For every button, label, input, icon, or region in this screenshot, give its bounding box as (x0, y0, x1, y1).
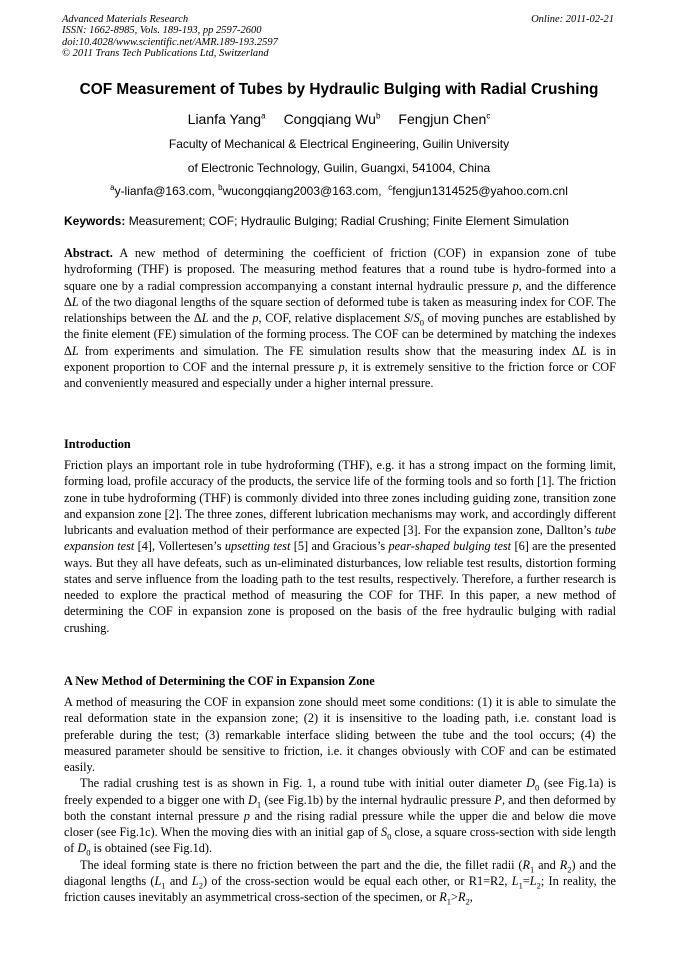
keywords-text: Measurement; COF; Hydraulic Bulging; Radial Crushing; Finite Element Simulation (128, 214, 569, 228)
introduction-text: Friction plays an important role in tube hydroforming (THF), e.g. it has a strong impact on the forming limit, forming load, profile accuracy of the products, the service life of the forming tools and so forth [1]. The friction zone in tube hydroforming (THF) is commonly divided into three zones including guiding zone, transition zone and expansion zone [2]. The three zones, different lubrication mechanisms may work, and accordingly different lubricants and evaluation method of their performance are expected [3]. For the expansion zone, Dallton’s tube expansion test [4], Vollertesen’s upsetting test [5] and Gracious’s pear-shaped bulging test [6] are the presented ways. But they all have defeats, such as un-eliminated disturbances, low reliable test results, distortion forming states and serve influence from the loading path to the test results, respectively. Therefore, a further research is needed to explore the practical method of measuring the COF for THF. In this paper, a new method of determining the COF in expansion zone is proposed on the basis of the free hydraulic bulging with radial crushing. (64, 458, 617, 635)
online-date: Online: 2011-02-21 (531, 14, 614, 25)
email-line (0, 184, 678, 198)
email-address: y-lianfa@163.com, (114, 184, 215, 198)
abstract: Abstract. A new method of determining the coefficient of friction (COF) in expansion zone of tube hydroforming (THF) is proposed. The measuring method features that a round tube is hydro-formed into a square one by a radial compression accompanying a constant internal hydraulic pressure p, and the difference ΔL of the two diagonal lengths of the square section of deformed tube is taken as measuring index for COF. The relationships between the ΔL and the p, COF, relative displacement $S/S_0$ of moving punches are established by the finite element (FE) simulation of the forming process. The COF can be determined by matching the indexes ΔL from experiments and simulation. The FE simulation results show that the measuring index ΔL is in exponent proportion to COF and the internal pressure p, it is extremely sensitive to the friction force or COF and conveniently measured and especially under a higher internal pressure. (64, 246, 617, 390)
section-text (64, 694, 616, 905)
journal-name: Advanced Materials Research (62, 14, 189, 25)
affiliation-line-2: of Electronic Technology, Guilin, Guangxi, 541004, China (187, 161, 491, 175)
email-address: fengjun1314525@yahoo.com.cnl (392, 184, 568, 198)
paragraph: A method of measuring the COF in expansion zone should meet some conditions: (1) it is able to simulate the real deformation state in the expansion zone; (2) it is insensitive to the loading path, i.e. constant load is preferable during the test; (3) remarkable interface sliding between the tube and the tool occurs; (4) the measured parameter should be sensitive to friction, i.e. it changes obviously with COF and can be estimated easily. (64, 695, 616, 774)
email-superscript: b (218, 183, 223, 192)
author-name: Lianfa Yang (187, 111, 262, 127)
email-superscript: c (388, 183, 393, 192)
email-address: wucongqiang2003@163.com, (222, 184, 382, 198)
affiliation-line-1: Faculty of Mechanical & Electrical Engineering, Guilin University (168, 137, 510, 151)
author-name: Fengjun Chen (398, 111, 487, 127)
author-name: Congqiang Wu (283, 111, 376, 127)
abstract-label: Abstract. (64, 246, 113, 260)
author-superscript: b (375, 111, 381, 121)
author-list (0, 111, 678, 127)
paper-title: COF Measurement of Tubes by Hydraulic Bulging with Radial Crushing (79, 81, 599, 98)
paragraph: The radial crushing test is as shown in Fig. 1, a round tube with initial outer diameter $D_0$ (see Fig.1a) is freely expended to a bigger one with $D_1$ (see Fig.1b) by the internal hydraulic pressure P, and then deformed by both the constant internal pressure p and the rising radial pressure while the upper die and below die move closer (see Fig.1c). When the moving dies with an initial gap of $S_0$ close, a square cross-section with side length of $D_0$ is obtained (see Fig.1d). (64, 776, 617, 858)
section-heading: A New Method of Determining the COF in Expansion Zone (64, 674, 375, 688)
introduction-heading: Introduction (64, 437, 131, 451)
author-superscript: a (261, 111, 266, 121)
issn-line: ISSN: 1662-8985, Vols. 189-193, pp 2597-2600 (62, 25, 262, 37)
copyright-line: © 2011 Trans Tech Publications Ltd, Switzerland (62, 48, 269, 60)
journal-header (62, 14, 278, 60)
email-superscript: a (110, 183, 115, 192)
doi-line: doi:10.4028/www.scientific.net/AMR.189-193.2597 (62, 36, 278, 48)
author-superscript: c (486, 111, 491, 121)
keywords-label: Keywords: (64, 214, 126, 228)
paragraph: The ideal forming state is there no friction between the part and the die, the fillet radii ($R_1$ and $R_2$) and the diagonal lengths ($L_1$ and $L_2$) of the cross-section would be equal each other, or R1=R2, $L_1=L_2$; In reality, the friction causes inevitably an asymmetrical cross-section of the specimen, or $R_1>R_2$, (64, 857, 616, 907)
keywords (64, 214, 624, 228)
